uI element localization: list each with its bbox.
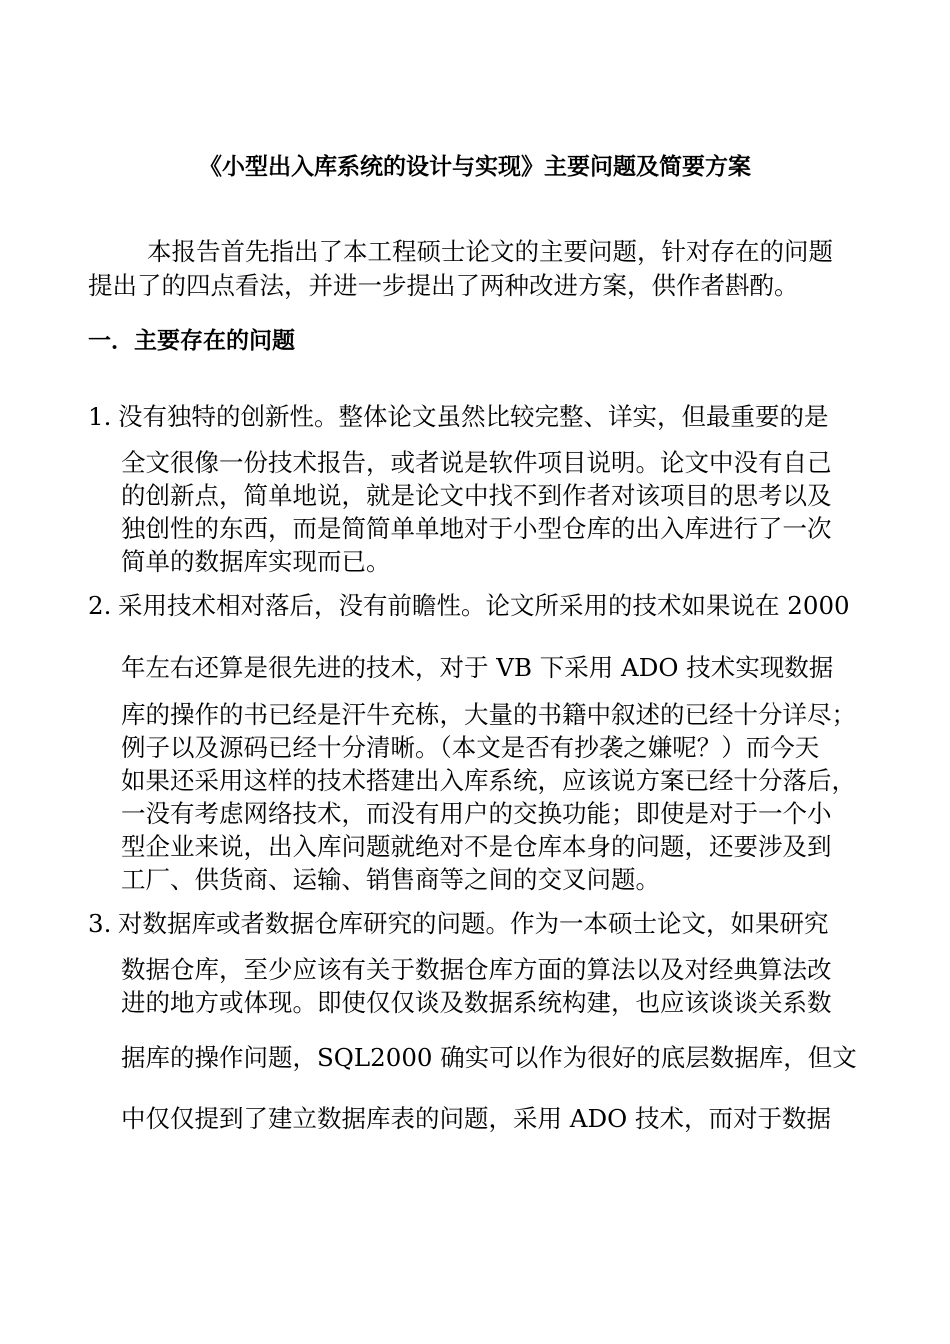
item-line: 中仅仅提到了建立数据库表的问题，采用 ADO 技术，而对于数据 — [121, 1104, 831, 1133]
item-line: 据库的操作问题，SQL2000 确实可以作为很好的底层数据库，但文 — [121, 1043, 857, 1072]
item-number: 3. — [88, 909, 112, 938]
item-number: 1. — [88, 402, 112, 431]
item-line: 一没有考虑网络技术，而没有用户的交换功能；即使是对于一个小 — [121, 799, 832, 828]
item-line: 独创性的东西，而是简简单单地对于小型仓库的出入库进行了一次 — [121, 514, 832, 543]
item-line: 例子以及源码已经十分清晰。（本文是否有抄袭之嫌呢？）而今天 — [121, 733, 820, 762]
intro-line: 本报告首先指出了本工程硕士论文的主要问题，针对存在的问题 — [147, 237, 833, 266]
item-line: 进的地方或体现。即使仅仅谈及数据系统构建，也应该谈谈关系数 — [121, 988, 832, 1017]
item-line: 如果还采用这样的技术搭建出入库系统，应该说方案已经十分落后， — [121, 766, 856, 795]
section-heading: 一．主要存在的问题 — [88, 327, 295, 354]
item-line: 型企业来说，出入库问题就绝对不是仓库本身的问题，还要涉及到 — [121, 832, 832, 861]
item-line: 没有独特的创新性。整体论文虽然比较完整、详实，但最重要的是 — [118, 402, 829, 431]
item-line: 对数据库或者数据仓库研究的问题。作为一本硕士论文，如果研究 — [118, 909, 829, 938]
item-line: 库的操作的书已经是汗牛充栋，大量的书籍中叙述的已经十分详尽； — [121, 700, 856, 729]
item-line: 采用技术相对落后，没有前瞻性。论文所采用的技术如果说在 2000 — [118, 591, 850, 620]
item-line: 全文很像一份技术报告，或者说是软件项目说明。论文中没有自己 — [121, 448, 832, 477]
item-line: 的创新点，简单地说，就是论文中找不到作者对该项目的思考以及 — [121, 481, 832, 510]
item-line: 简单的数据库实现而已。 — [121, 547, 391, 576]
document-title: 《小型出入库系统的设计与实现》主要问题及简要方案 — [199, 153, 751, 180]
intro-line: 提出了的四点看法，并进一步提出了两种改进方案，供作者斟酌。 — [88, 271, 799, 300]
item-line: 数据仓库，至少应该有关于数据仓库方面的算法以及对经典算法改 — [121, 955, 832, 984]
item-line: 工厂、供货商、运输、销售商等之间的交叉问题。 — [121, 865, 660, 894]
item-number: 2. — [88, 591, 112, 620]
item-line: 年左右还算是很先进的技术，对于 VB 下采用 ADO 技术实现数据 — [121, 653, 834, 682]
